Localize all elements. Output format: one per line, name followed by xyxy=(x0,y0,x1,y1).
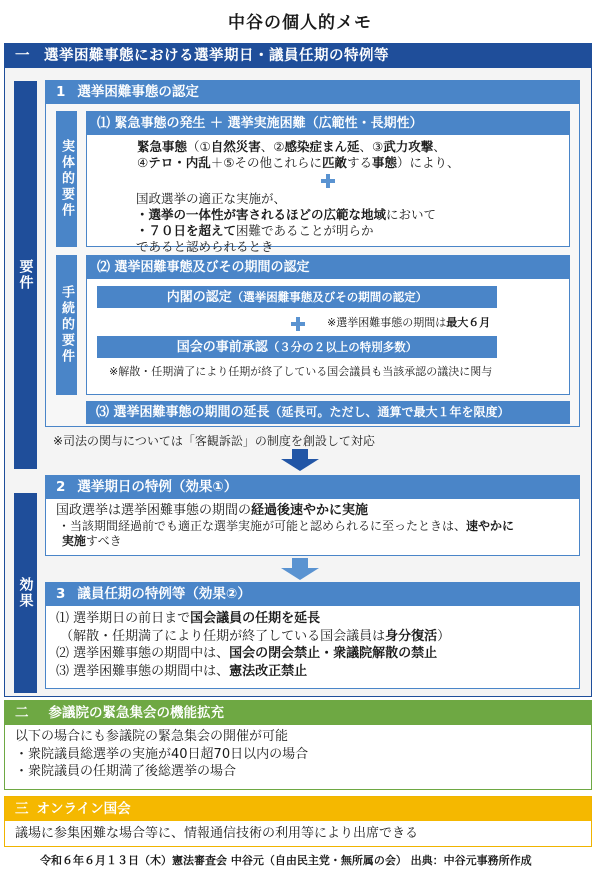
section1-number: 一 xyxy=(15,48,30,64)
block3-number: 3 xyxy=(56,586,66,602)
dissolution-note: ※解散・任期満了により任期が終了している国会議員も当該承認の議決に関与 xyxy=(109,365,493,378)
requirements-label: 要件 xyxy=(14,81,37,469)
diet-approval-pill xyxy=(97,336,497,358)
block1-number: 1 xyxy=(56,84,66,100)
judicial-note: ※司法の関与については「客観訴訟」の制度を創設して対応 xyxy=(53,434,375,448)
page-title: 中谷の個人的メモ xyxy=(228,13,372,33)
text: ・選挙の一体性が害されるほどの広範な地域 xyxy=(136,207,387,222)
block-election-date xyxy=(45,475,580,556)
text: ⑴ 選挙期日の前日まで xyxy=(56,611,191,626)
text: ）により、 xyxy=(397,155,460,170)
text: テロ・内乱 xyxy=(148,155,211,170)
block-term-extension xyxy=(45,582,580,689)
block2-title: 選挙期日の特例（効果①） xyxy=(77,479,238,495)
text: 、② xyxy=(260,139,285,154)
text: ⑵ 選挙困難事態の期間中は、 xyxy=(56,646,230,661)
text: 、 xyxy=(433,139,446,154)
text: 匹敵 xyxy=(321,155,347,170)
sub-period-recognition xyxy=(86,255,570,395)
text: 速やかに xyxy=(466,519,515,533)
section-election-difficulty xyxy=(4,43,592,697)
text: ） xyxy=(437,628,451,644)
text: 国政選挙の適正な実施が、 xyxy=(136,191,287,206)
difficulty-text xyxy=(87,191,569,255)
section2-title: 参議院の緊急集会の機能拡充 xyxy=(48,705,224,721)
sub-period-extension xyxy=(86,401,570,424)
sub2-header: ⑵ 選挙困難事態及びその期間の認定 xyxy=(87,256,569,279)
text: ・衆院議員総選挙の実施が40日超70日以内の場合 xyxy=(15,746,309,762)
section2-number: 二 xyxy=(15,705,29,721)
text: 国会の事前承認 xyxy=(176,340,268,355)
text: ⑶ 選挙困難事態の期間の延長 xyxy=(96,405,270,420)
section2-body xyxy=(5,725,591,784)
block3-header xyxy=(46,583,579,606)
block1-header xyxy=(46,81,579,104)
text: する xyxy=(346,155,372,170)
text: 、③ xyxy=(359,139,384,154)
text: 憲法改正禁止 xyxy=(229,663,308,679)
text: ＋⑤その他これらに xyxy=(210,155,322,170)
arrow-down-icon xyxy=(281,449,319,471)
text: 事態 xyxy=(371,155,397,170)
text: であると認められるとき xyxy=(136,239,274,254)
text: （延長可。ただし、通算で最大１年を限度） xyxy=(269,405,510,419)
text: （３分の２以上の特別多数） xyxy=(267,340,418,354)
text: 以下の場合にも参議院の緊急集会の開催が可能 xyxy=(15,729,289,744)
block1-title: 選挙困難事態の認定 xyxy=(77,84,199,100)
text: ・当該期間経過前でも適正な選挙実施が可能と認められるに至ったときは、 xyxy=(58,519,467,533)
plus-icon xyxy=(321,174,335,188)
arrow-down-icon xyxy=(281,558,319,580)
block2-header xyxy=(46,476,579,499)
max-period-note xyxy=(327,314,490,330)
effects-label: 効果 xyxy=(14,493,37,693)
section1-header xyxy=(5,44,591,68)
emergency-text xyxy=(87,135,569,171)
text: 最大６月 xyxy=(446,316,491,329)
section1-title: 選挙困難事態における選挙期日・議員任期の特例等 xyxy=(44,48,389,64)
text: ④ xyxy=(137,155,149,170)
footer-source: 令和６年６月１３日（木）憲法審査会 中谷元（自由民主党・無所属の会） 出典：中谷元事務所作成 xyxy=(40,854,532,867)
text: 国政選挙は選挙困難事態の期間の xyxy=(56,503,252,518)
block-recognition xyxy=(45,80,580,427)
text: 国会の閉会禁止・衆議院解散の禁止 xyxy=(229,646,438,661)
text: 自然災害 xyxy=(210,139,261,154)
sub-emergency-occurrence xyxy=(86,111,570,254)
text: 内閣の認定 xyxy=(166,290,232,305)
text: （解散・任期満了により任期が終了している国会議員は xyxy=(60,628,386,644)
section3-title: オンライン国会 xyxy=(36,801,131,817)
section2-header xyxy=(5,701,591,725)
text: ・７０日を超えて xyxy=(136,223,237,238)
text: 身分復活 xyxy=(385,628,438,644)
block2-body xyxy=(46,499,579,553)
text: すべき xyxy=(85,534,122,548)
block3-body xyxy=(46,606,579,684)
text: 緊急事態 xyxy=(137,139,188,154)
text: （① xyxy=(187,139,211,154)
block3-title: 議員任期の特例等（効果②） xyxy=(77,586,251,602)
section3-body: 議場に参集困難な場合等に、情報通信技術の利用等により出席できる xyxy=(15,826,419,841)
text: ・衆院議員の任期満了後総選挙の場合 xyxy=(15,764,237,779)
text: 国会議員の任期を延長 xyxy=(190,611,321,626)
procedural-requirements-label: 手続的要件 xyxy=(56,255,77,395)
sub1-header: ⑴ 緊急事態の発生 ＋ 選挙実施困難（広範性・長期性） xyxy=(87,112,569,135)
text: 経過後速やかに実施 xyxy=(251,503,369,518)
text: 実施 xyxy=(61,534,86,548)
text: 感染症まん延 xyxy=(284,139,360,154)
block2-number: 2 xyxy=(56,479,66,495)
section-online-diet xyxy=(4,796,592,847)
cabinet-recognition-pill xyxy=(97,286,497,308)
section-emergency-session xyxy=(4,700,592,790)
text: ※選挙困難事態の期間は xyxy=(327,316,447,329)
section3-header xyxy=(5,797,591,821)
text: 困難であることが明らか xyxy=(236,223,374,238)
text: （選挙困難事態及びその期間の認定） xyxy=(231,290,428,304)
text: ⑶ 選挙困難事態の期間中は、 xyxy=(56,663,230,679)
plus-icon xyxy=(291,317,305,331)
section3-number: 三 xyxy=(15,801,29,817)
text: において xyxy=(386,207,437,222)
substantive-requirements-label: 実体的要件 xyxy=(56,111,77,247)
text: 武力攻撃 xyxy=(383,139,434,154)
